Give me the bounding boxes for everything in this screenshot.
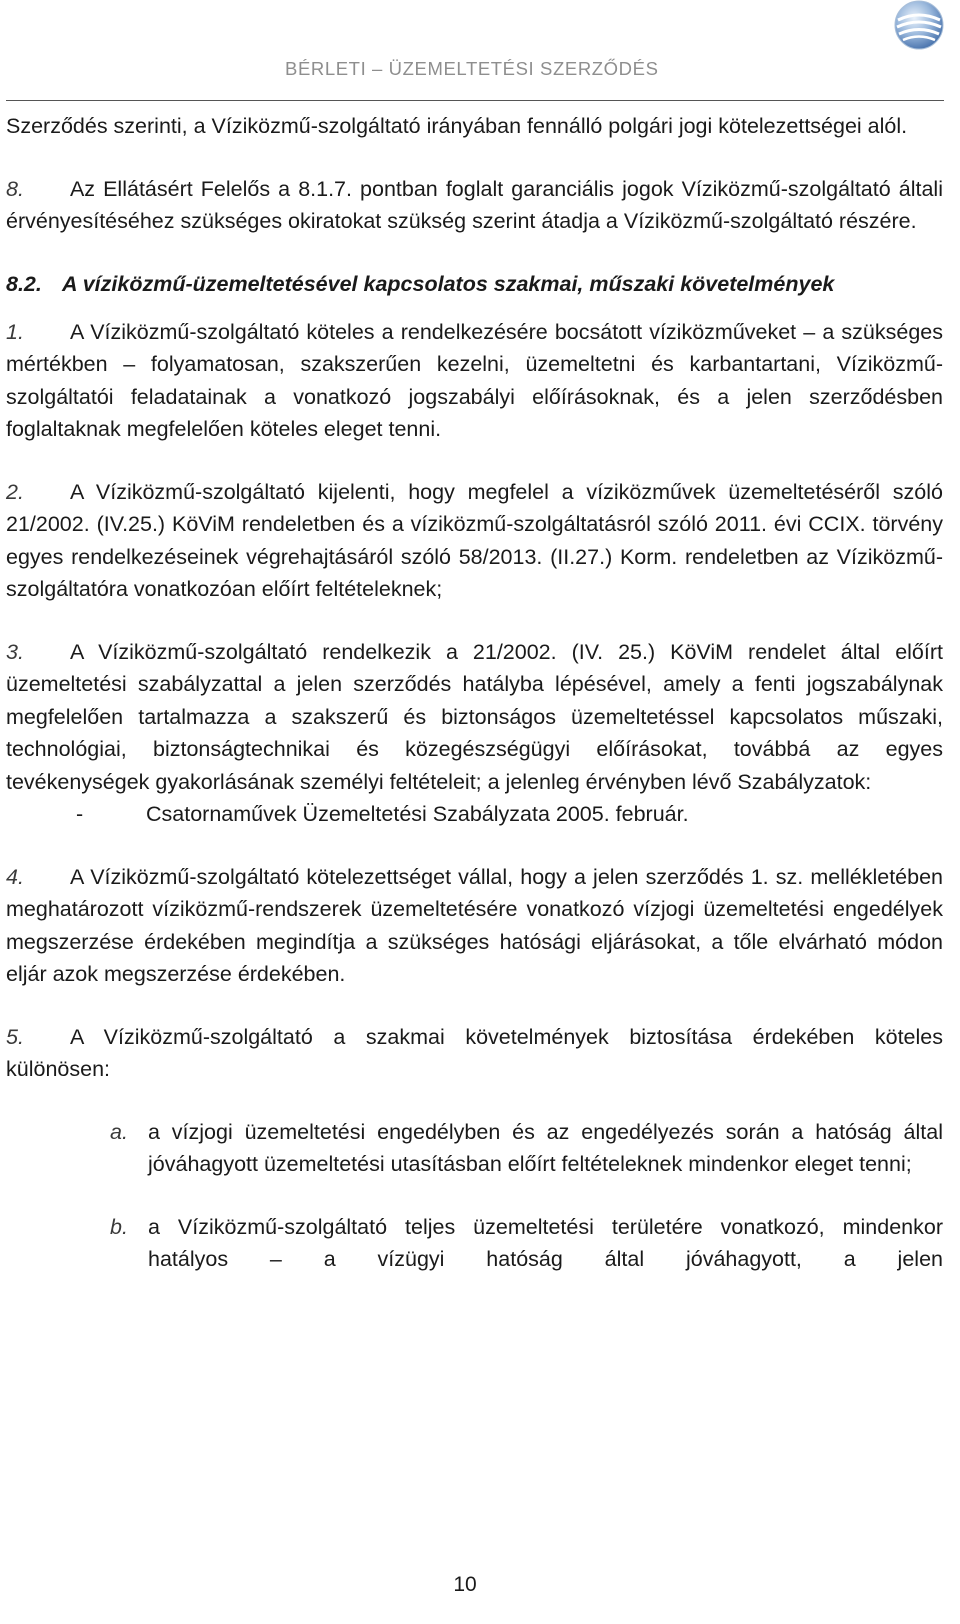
regulation-text: Csatornaművek Üzemeltetési Szabályzata 2005. február. [146,802,689,826]
list-item-4 [6,861,943,991]
page-header [0,0,960,110]
list-item-8 [6,173,943,238]
header-divider [6,100,944,101]
list-item-text: Az Ellátásért Felelős a 8.1.7. pontban foglalt garanciális jogok Víziközmű-szolgáltató általi érvényesítéséhez szükséges okiratokat szükség szerint átadja a Víziközmű-szolgáltató részére. [6,176,943,233]
list-item-text-block [6,316,943,446]
section-title: A víziközmű-üzemeltetésével kapcsolatos szakmai, műszaki követelmények [62,271,835,296]
dash-bullet: - [76,802,84,826]
document-title: BÉRLETI – ÜZEMELTETÉSI SZERZŐDÉS [285,58,659,79]
list-item-text: A Víziközmű-szolgáltató a szakmai követelmények biztosítása érdekében köteles különösen: [6,1024,943,1081]
list-item-number: 5. [6,1024,24,1049]
section-number: 8.2. [6,271,42,296]
regulation-list-item [6,798,943,831]
list-item-text-block [6,1021,943,1086]
list-item-text: A Víziközmű-szolgáltató kijelenti, hogy megfelel a víziközművek üzemeltetéséről szóló 21/2002. (IV.25.) KöViM rendeletben és a víziközmű-szolgáltatásról szóló 2011. évi CCIX. törvény egyes rendelkezéseinek végrehajtásáról szóló 58/2013. (II.27.) Korm. rendeletben az Víziközmű-szolgáltatóra vonatkozóan előírt feltételeknek; [6,479,943,601]
list-item-text-block [6,476,943,606]
list-item-number: 1. [6,319,24,344]
section-heading [6,268,943,300]
list-item-number: 8. [6,176,24,201]
company-logo-icon [889,0,949,54]
list-item-3 [6,636,943,831]
list-item-5 [6,1021,943,1086]
list-item-text: A Víziközmű-szolgáltató rendelkezik a 21/2002. (IV. 25.) KöViM rendelet által előírt üzemeltetési szabályzattal a jelen szerződés hatályba lépésével, amely a fenti jogszabálynak megfelelően tartalmazza a szakszerű és biztonságos üzemeltetéssel kapcsolatos műszaki, technológiai, biztonságtechnikai és közegészségügyi előírásokat, továbbá az egyes tevékenységek gyakorlásának személyi feltételeit; a jelenleg érvényben lévő Szabályzatok: [6,639,943,794]
list-item-text-block [6,636,943,799]
sub-item-text: a vízjogi üzemeltetési engedélyben és az engedélyezés során a hatóság által jóváhagyott üzemeltetési utasításban előírt feltételeknek mindenkor eleget tenni; [148,1119,943,1176]
list-item-number: 3. [6,639,24,664]
page-number: 10 [453,1573,477,1596]
document-body [6,110,943,1306]
sub-item-a [110,1116,943,1181]
list-item-number: 2. [6,479,24,504]
sub-item-b [110,1211,943,1276]
list-item-2 [6,476,943,606]
list-item-text: A Víziközmű-szolgáltató kötelezettséget vállal, hogy a jelen szerződés 1. sz. mellékletében meghatározott víziközmű-rendszerek üzemeltetésére vonatkozó vízjogi üzemeltetési engedélyek megszerzése érdekében megindítja a szükséges hatósági eljárásokat, a tőle elvárható módon eljár azok megszerzése érdekében. [6,864,943,986]
list-item-8-text [6,173,943,238]
list-item-text: A Víziközmű-szolgáltató köteles a rendelkezésére bocsátott víziközműveket – a szükséges mértékben – folyamatosan, szakszerűen kezelni, üzemeltetni és karbantartani, Víziközmű-szolgáltatói feladatainak a vonatkozó jogszabályi előírásoknak, és a jelen szerződésben foglaltaknak megfelelően köteles eleget tenni. [6,319,943,441]
sub-item-text: a Víziközmű-szolgáltató teljes üzemeltetési területére vonatkozó, mindenkor hatályos – a vízügyi hatóság által jóváhagyott, a jelen [148,1214,943,1271]
intro-paragraph: Szerződés szerinti, a Víziközmű-szolgáltató irányában fennálló polgári jogi kötelezettségei alól. [6,114,908,138]
sub-item-letter: b. [110,1214,128,1239]
list-item-1 [6,316,943,446]
list-item-number: 4. [6,864,24,889]
list-item-text-block [6,861,943,991]
sub-item-letter: a. [110,1119,128,1144]
